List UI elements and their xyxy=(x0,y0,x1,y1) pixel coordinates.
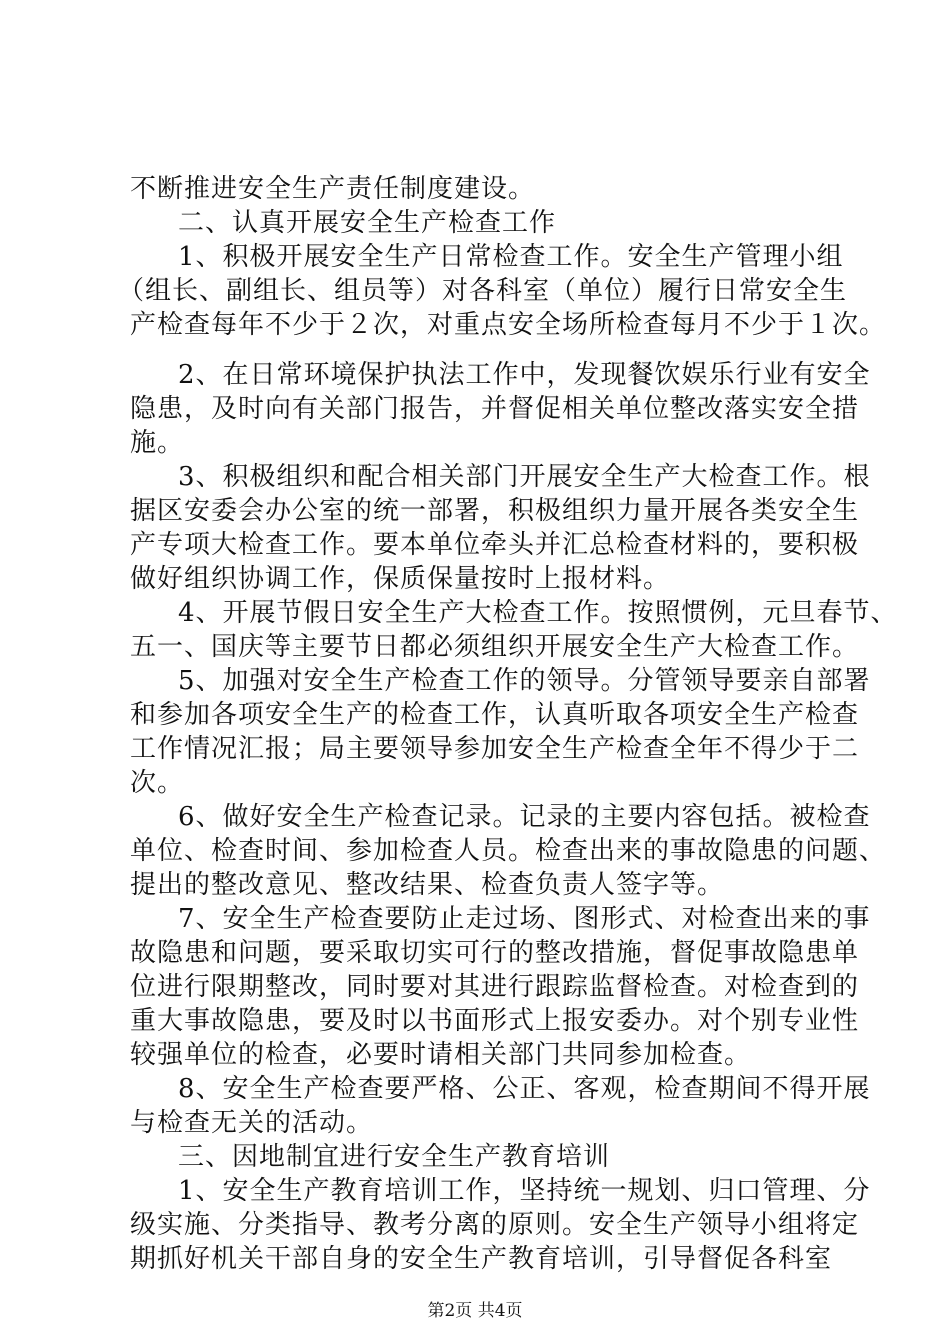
text-line: （组长、副组长、组员等）对各科室（单位）履行日常安全生 xyxy=(118,276,848,306)
text-line: 次。 xyxy=(130,768,185,798)
text-line: 期抓好机关干部自身的安全生产教育培训，引导督促各科室 xyxy=(130,1244,833,1274)
text-line: 位进行限期整改，同时要对其进行跟踪监督检查。对检查到的 xyxy=(130,972,860,1002)
text-line: 隐患，及时向有关部门报告，并督促相关单位整改落实安全措 xyxy=(130,394,860,424)
text-line: 做好组织协调工作，保质保量按时上报材料。 xyxy=(130,564,671,594)
text-line: 1、安全生产教育培训工作，坚持统一规划、归口管理、分 xyxy=(178,1176,871,1206)
page-number-footer: 第2页 共4页 xyxy=(427,1301,523,1321)
text-line: 5、加强对安全生产检查工作的领导。分管领导要亲自部署 xyxy=(178,666,871,696)
text-line: 重大事故隐患，要及时以书面形式上报安委办。对个别专业性 xyxy=(130,1006,860,1036)
text-line: 工作情况汇报；局主要领导参加安全生产检查全年不得少于二 xyxy=(130,734,860,764)
text-line: 五一、国庆等主要节日都必须组织开展安全生产大检查工作。 xyxy=(130,632,860,662)
text-line: 故隐患和问题，要采取切实可行的整改措施，督促事故隐患单 xyxy=(130,938,860,968)
text-line: 2、在日常环境保护执法工作中，发现餐饮娱乐行业有安全 xyxy=(178,360,871,390)
text-line: 4、开展节假日安全生产大检查工作。按照惯例，元旦春节、 xyxy=(178,598,898,628)
section-heading: 三、因地制宜进行安全生产教育培训 xyxy=(178,1142,611,1172)
text-line: 3、积极组织和配合相关部门开展安全生产大检查工作。根 xyxy=(178,462,871,492)
text-line: 产专项大检查工作。要本单位牵头并汇总检查材料的，要积极 xyxy=(130,530,860,560)
text-line: 6、做好安全生产检查记录。记录的主要内容包括。被检查 xyxy=(178,802,871,832)
text-line: 1、积极开展安全生产日常检查工作。安全生产管理小组 xyxy=(178,242,844,272)
text-line: 据区安委会办公室的统一部署，积极组织力量开展各类安全生 xyxy=(130,496,860,526)
section-heading: 二、认真开展安全生产检查工作 xyxy=(178,208,557,238)
text-line: 不断推进安全生产责任制度建设。 xyxy=(130,174,536,204)
text-line: 与检查无关的活动。 xyxy=(130,1108,374,1138)
text-line: 单位、检查时间、参加检查人员。检查出来的事故隐患的问题、 xyxy=(130,836,887,866)
text-line: 产检查每年不少于２次，对重点安全场所检查每月不少于１次。 xyxy=(130,310,887,340)
text-line: 较强单位的检查，必要时请相关部门共同参加检查。 xyxy=(130,1040,752,1070)
text-line: 提出的整改意见、整改结果、检查负责人签字等。 xyxy=(130,870,725,900)
text-line: 8、安全生产检查要严格、公正、客观，检查期间不得开展 xyxy=(178,1074,871,1104)
text-line: 7、安全生产检查要防止走过场、图形式、对检查出来的事 xyxy=(178,904,871,934)
text-line: 和参加各项安全生产的检查工作，认真听取各项安全生产检查 xyxy=(130,700,860,730)
text-line: 级实施、分类指导、教考分离的原则。安全生产领导小组将定 xyxy=(130,1210,860,1240)
text-line: 施。 xyxy=(130,428,185,458)
